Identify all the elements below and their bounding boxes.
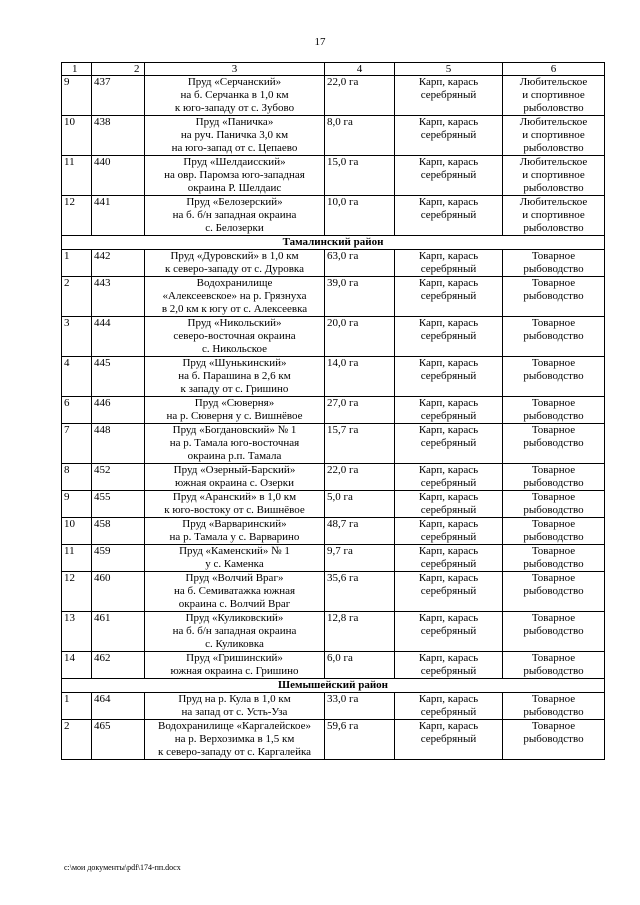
- cell-line: к западу от с. Гришино: [180, 383, 289, 395]
- cell-line: у с. Каменка: [205, 558, 264, 570]
- usage-type-cell: [503, 397, 605, 424]
- cell-line: Карп, карась: [418, 612, 479, 624]
- cell-line: рыбоводство: [523, 330, 584, 342]
- row-id-cell: 440: [92, 156, 145, 196]
- cell-line: на р. Сюверня у с. Вишнёвое: [166, 410, 303, 422]
- cell-line: Товарное: [531, 572, 576, 584]
- usage-type-cell: [503, 196, 605, 236]
- cell-line: рыбоводство: [523, 410, 584, 422]
- cell-line: серебряный: [420, 504, 477, 516]
- header-cell: 1: [62, 63, 92, 76]
- area-cell: 15,0 га: [325, 156, 395, 196]
- cell-line: Пруд «Куликовский»: [185, 612, 284, 624]
- cell-line: Водохранилище: [196, 277, 273, 289]
- cell-line: на запад от с. Усть-Уза: [181, 706, 288, 718]
- usage-type-cell: [503, 572, 605, 612]
- table-row: [62, 652, 605, 679]
- water-body-name-cell: [145, 277, 325, 317]
- usage-type-cell: [503, 612, 605, 652]
- cell-line: на юго-запад от с. Цепаево: [171, 142, 298, 154]
- fish-species-cell: [395, 76, 503, 116]
- cell-line: с. Никольское: [201, 343, 268, 355]
- usage-type-cell: [503, 652, 605, 679]
- cell-line: на р. Тамала юго-восточная: [169, 437, 300, 449]
- cell-line: северо-восточная окраина: [173, 330, 296, 342]
- cell-line: южная окраина с. Гришино: [170, 665, 299, 677]
- header-cell: 3: [145, 63, 325, 76]
- row-number-cell: 7: [62, 424, 92, 464]
- row-id-cell: 464: [92, 693, 145, 720]
- water-body-name-cell: [145, 464, 325, 491]
- cell-line: серебряный: [420, 531, 477, 543]
- cell-line: Товарное: [531, 693, 576, 705]
- water-body-name-cell: [145, 693, 325, 720]
- water-bodies-table: [61, 62, 605, 760]
- cell-line: Пруд «Варваринский»: [182, 518, 287, 530]
- cell-line: Пруд «Гришинский»: [186, 652, 283, 664]
- fish-species-cell: [395, 518, 503, 545]
- fish-species-cell: [395, 572, 503, 612]
- table-row: [62, 424, 605, 464]
- row-id-cell: 458: [92, 518, 145, 545]
- area-cell: 22,0 га: [325, 464, 395, 491]
- row-number-cell: 3: [62, 317, 92, 357]
- area-cell: 59,6 га: [325, 720, 395, 760]
- cell-line: окраина Р. Шелдаис: [187, 182, 282, 194]
- cell-line: Пруд «Каменский» № 1: [179, 545, 290, 557]
- row-number-cell: 10: [62, 116, 92, 156]
- cell-line: серебряный: [420, 410, 477, 422]
- water-body-name-cell: [145, 317, 325, 357]
- cell-line: Пруд «Аранский» в 1,0 км: [172, 491, 297, 503]
- cell-line: Любительское: [519, 196, 588, 208]
- cell-line: Товарное: [531, 612, 576, 624]
- table-row: [62, 491, 605, 518]
- header-cell: 6: [503, 63, 605, 76]
- cell-line: Пруд «Паничка»: [195, 116, 274, 128]
- cell-line: Пруд «Шунькинский»: [182, 357, 287, 369]
- district-heading: Тамалинский район: [62, 236, 605, 250]
- cell-line: серебряный: [420, 706, 477, 718]
- fish-species-cell: [395, 491, 503, 518]
- row-id-cell: 437: [92, 76, 145, 116]
- district-heading: Шемышейский район: [62, 679, 605, 693]
- table-row: [62, 545, 605, 572]
- cell-line: на б. Серчанка в 1,0 км: [180, 89, 289, 101]
- cell-line: Карп, карась: [418, 156, 479, 168]
- district-row: [62, 236, 605, 250]
- area-cell: 5,0 га: [325, 491, 395, 518]
- cell-line: Пруд «Шелдаисский»: [183, 156, 286, 168]
- cell-line: на б. Семиватажка южная: [173, 585, 296, 597]
- cell-line: Пруд на р. Кула в 1,0 км: [178, 693, 291, 705]
- table-row: [62, 612, 605, 652]
- area-cell: 35,6 га: [325, 572, 395, 612]
- fish-species-cell: [395, 464, 503, 491]
- cell-line: Пруд «Белозерский»: [186, 196, 283, 208]
- cell-line: Водохранилище «Каргалейское»: [158, 720, 311, 732]
- area-cell: 63,0 га: [325, 250, 395, 277]
- cell-line: Пруд «Серчанский»: [187, 76, 282, 88]
- row-id-cell: 442: [92, 250, 145, 277]
- row-number-cell: 10: [62, 518, 92, 545]
- row-id-cell: 445: [92, 357, 145, 397]
- water-body-name-cell: [145, 545, 325, 572]
- cell-line: окраина с. Волчий Враг: [178, 598, 291, 610]
- cell-line: серебряный: [420, 370, 477, 382]
- row-id-cell: 443: [92, 277, 145, 317]
- cell-line: серебряный: [420, 89, 477, 101]
- cell-line: Карп, карась: [418, 250, 479, 262]
- row-id-cell: 438: [92, 116, 145, 156]
- file-path-footer: c:\мои документы\pdf\174-пп.docx: [64, 863, 181, 872]
- cell-line: Карп, карась: [418, 652, 479, 664]
- cell-line: Товарное: [531, 464, 576, 476]
- area-cell: 9,7 га: [325, 545, 395, 572]
- cell-line: Любительское: [519, 156, 588, 168]
- header-cell: 5: [395, 63, 503, 76]
- cell-line: рыбоводство: [523, 625, 584, 637]
- cell-line: Товарное: [531, 357, 576, 369]
- page-number: 17: [314, 36, 326, 48]
- water-body-name-cell: [145, 250, 325, 277]
- usage-type-cell: [503, 277, 605, 317]
- table-row: [62, 464, 605, 491]
- table-row: [62, 518, 605, 545]
- usage-type-cell: [503, 545, 605, 572]
- usage-type-cell: [503, 464, 605, 491]
- row-id-cell: 441: [92, 196, 145, 236]
- usage-type-cell: [503, 250, 605, 277]
- area-cell: 6,0 га: [325, 652, 395, 679]
- cell-line: Любительское: [519, 116, 588, 128]
- usage-type-cell: [503, 317, 605, 357]
- cell-line: Пруд «Никольский»: [187, 317, 282, 329]
- table-row: [62, 357, 605, 397]
- cell-line: «Алексеевское» на р. Грязнуха: [162, 290, 307, 302]
- cell-line: рыбоводство: [523, 585, 584, 597]
- row-number-cell: 9: [62, 491, 92, 518]
- cell-line: серебряный: [420, 209, 477, 221]
- cell-line: Карп, карась: [418, 720, 479, 732]
- cell-line: Пруд «Богдановский» № 1: [172, 424, 297, 436]
- area-cell: 22,0 га: [325, 76, 395, 116]
- row-id-cell: 465: [92, 720, 145, 760]
- cell-line: Карп, карась: [418, 116, 479, 128]
- header-cell: 4: [325, 63, 395, 76]
- table-header-row: [62, 63, 605, 76]
- cell-line: Карп, карась: [418, 357, 479, 369]
- cell-line: рыболовство: [523, 142, 584, 154]
- table-row: [62, 397, 605, 424]
- cell-line: рыбоводство: [523, 290, 584, 302]
- cell-line: Пруд «Волчий Враг»: [185, 572, 284, 584]
- cell-line: Карп, карась: [418, 693, 479, 705]
- cell-line: и спортивное: [522, 129, 585, 141]
- cell-line: Карп, карась: [418, 545, 479, 557]
- fish-species-cell: [395, 720, 503, 760]
- area-cell: 12,8 га: [325, 612, 395, 652]
- fish-species-cell: [395, 397, 503, 424]
- cell-line: Карп, карась: [418, 518, 479, 530]
- cell-line: рыбоводство: [523, 263, 584, 275]
- cell-line: серебряный: [420, 290, 477, 302]
- cell-line: Товарное: [531, 518, 576, 530]
- cell-line: Карп, карась: [418, 572, 479, 584]
- table-row: [62, 317, 605, 357]
- cell-line: окраина р.п. Тамала: [187, 450, 282, 462]
- row-id-cell: 461: [92, 612, 145, 652]
- cell-line: Карп, карась: [418, 277, 479, 289]
- row-number-cell: 12: [62, 572, 92, 612]
- row-id-cell: 444: [92, 317, 145, 357]
- fish-species-cell: [395, 196, 503, 236]
- fish-species-cell: [395, 357, 503, 397]
- row-number-cell: 8: [62, 464, 92, 491]
- row-number-cell: 11: [62, 545, 92, 572]
- cell-line: к северо-западу от с. Каргалейка: [157, 746, 312, 758]
- fish-species-cell: [395, 250, 503, 277]
- fish-species-cell: [395, 693, 503, 720]
- area-cell: 15,7 га: [325, 424, 395, 464]
- cell-line: Товарное: [531, 317, 576, 329]
- cell-line: серебряный: [420, 477, 477, 489]
- cell-line: Товарное: [531, 491, 576, 503]
- cell-line: рыбоводство: [523, 504, 584, 516]
- area-cell: 20,0 га: [325, 317, 395, 357]
- cell-line: рыболовство: [523, 102, 584, 114]
- fish-species-cell: [395, 277, 503, 317]
- row-number-cell: 1: [62, 693, 92, 720]
- area-cell: 33,0 га: [325, 693, 395, 720]
- fish-species-cell: [395, 545, 503, 572]
- row-number-cell: 14: [62, 652, 92, 679]
- cell-line: рыбоводство: [523, 370, 584, 382]
- area-cell: 39,0 га: [325, 277, 395, 317]
- cell-line: Любительское: [519, 76, 588, 88]
- cell-line: рыбоводство: [523, 665, 584, 677]
- row-id-cell: 462: [92, 652, 145, 679]
- cell-line: Товарное: [531, 397, 576, 409]
- row-number-cell: 1: [62, 250, 92, 277]
- area-cell: 14,0 га: [325, 357, 395, 397]
- cell-line: на б. б/н западная окраина: [172, 625, 297, 637]
- header-cell: 2: [92, 63, 145, 76]
- usage-type-cell: [503, 357, 605, 397]
- cell-line: Пруд «Дуровский» в 1,0 км: [170, 250, 299, 262]
- cell-line: рыболовство: [523, 182, 584, 194]
- cell-line: серебряный: [420, 625, 477, 637]
- water-body-name-cell: [145, 397, 325, 424]
- fish-species-cell: [395, 612, 503, 652]
- row-number-cell: 6: [62, 397, 92, 424]
- cell-line: серебряный: [420, 437, 477, 449]
- cell-line: серебряный: [420, 169, 477, 181]
- water-body-name-cell: [145, 720, 325, 760]
- cell-line: серебряный: [420, 263, 477, 275]
- cell-line: и спортивное: [522, 209, 585, 221]
- cell-line: Карп, карась: [418, 397, 479, 409]
- cell-line: серебряный: [420, 585, 477, 597]
- row-number-cell: 2: [62, 720, 92, 760]
- fish-species-cell: [395, 424, 503, 464]
- table-row: [62, 277, 605, 317]
- cell-line: рыбоводство: [523, 437, 584, 449]
- cell-line: рыбоводство: [523, 531, 584, 543]
- row-number-cell: 13: [62, 612, 92, 652]
- water-body-name-cell: [145, 156, 325, 196]
- usage-type-cell: [503, 76, 605, 116]
- row-number-cell: 4: [62, 357, 92, 397]
- usage-type-cell: [503, 693, 605, 720]
- row-number-cell: 11: [62, 156, 92, 196]
- district-row: [62, 679, 605, 693]
- water-body-name-cell: [145, 612, 325, 652]
- table-row: [62, 156, 605, 196]
- row-id-cell: 452: [92, 464, 145, 491]
- cell-line: Пруд «Сюверня»: [194, 397, 275, 409]
- row-id-cell: 460: [92, 572, 145, 612]
- cell-line: и спортивное: [522, 89, 585, 101]
- water-body-name-cell: [145, 196, 325, 236]
- cell-line: к северо-западу от с. Дуровка: [165, 263, 304, 275]
- area-cell: 27,0 га: [325, 397, 395, 424]
- area-cell: 8,0 га: [325, 116, 395, 156]
- area-cell: 48,7 га: [325, 518, 395, 545]
- cell-line: к юго-востоку от с. Вишнёвое: [164, 504, 305, 516]
- water-body-name-cell: [145, 491, 325, 518]
- cell-line: серебряный: [420, 330, 477, 342]
- water-body-name-cell: [145, 652, 325, 679]
- table-row: [62, 720, 605, 760]
- cell-line: на р. Тамала у с. Варварино: [169, 531, 300, 543]
- table-row: [62, 196, 605, 236]
- cell-line: в 2,0 км к югу от с. Алексеевка: [161, 303, 308, 315]
- cell-line: Карп, карась: [418, 76, 479, 88]
- cell-line: Карп, карась: [418, 491, 479, 503]
- cell-line: Товарное: [531, 545, 576, 557]
- row-number-cell: 2: [62, 277, 92, 317]
- table-row: [62, 116, 605, 156]
- cell-line: рыбоводство: [523, 477, 584, 489]
- cell-line: серебряный: [420, 733, 477, 745]
- cell-line: с. Белозерки: [205, 222, 264, 234]
- cell-line: на руч. Паничка 3,0 км: [180, 129, 289, 141]
- water-body-name-cell: [145, 572, 325, 612]
- cell-line: на р. Верхозимка в 1,5 км: [174, 733, 295, 745]
- cell-line: рыбоводство: [523, 558, 584, 570]
- cell-line: к юго-западу от с. Зубово: [174, 102, 295, 114]
- cell-line: на овр. Паромза юго-западная: [164, 169, 305, 181]
- cell-line: Пруд «Озерный-Барский»: [173, 464, 296, 476]
- water-body-name-cell: [145, 116, 325, 156]
- cell-line: с. Куликовка: [205, 638, 264, 650]
- water-body-name-cell: [145, 76, 325, 116]
- cell-line: серебряный: [420, 129, 477, 141]
- usage-type-cell: [503, 720, 605, 760]
- usage-type-cell: [503, 518, 605, 545]
- cell-line: Товарное: [531, 652, 576, 664]
- cell-line: серебряный: [420, 558, 477, 570]
- cell-line: рыбоводство: [523, 706, 584, 718]
- usage-type-cell: [503, 491, 605, 518]
- cell-line: и спортивное: [522, 169, 585, 181]
- cell-line: Карп, карась: [418, 424, 479, 436]
- fish-species-cell: [395, 116, 503, 156]
- fish-species-cell: [395, 652, 503, 679]
- cell-line: на б. Парашина в 2,6 км: [178, 370, 291, 382]
- table-row: [62, 76, 605, 116]
- row-number-cell: 12: [62, 196, 92, 236]
- cell-line: южная окраина с. Озерки: [174, 477, 295, 489]
- area-cell: 10,0 га: [325, 196, 395, 236]
- row-id-cell: 455: [92, 491, 145, 518]
- usage-type-cell: [503, 156, 605, 196]
- usage-type-cell: [503, 116, 605, 156]
- row-id-cell: 448: [92, 424, 145, 464]
- cell-line: на б. б/н западная окраина: [172, 209, 297, 221]
- cell-line: Товарное: [531, 720, 576, 732]
- cell-line: Карп, карась: [418, 464, 479, 476]
- water-body-name-cell: [145, 424, 325, 464]
- row-id-cell: 446: [92, 397, 145, 424]
- fish-species-cell: [395, 156, 503, 196]
- cell-line: рыболовство: [523, 222, 584, 234]
- table-row: [62, 572, 605, 612]
- cell-line: Товарное: [531, 424, 576, 436]
- cell-line: Карп, карась: [418, 196, 479, 208]
- table-row: [62, 250, 605, 277]
- cell-line: рыбоводство: [523, 733, 584, 745]
- water-body-name-cell: [145, 518, 325, 545]
- cell-line: Карп, карась: [418, 317, 479, 329]
- fish-species-cell: [395, 317, 503, 357]
- cell-line: Товарное: [531, 277, 576, 289]
- usage-type-cell: [503, 424, 605, 464]
- cell-line: серебряный: [420, 665, 477, 677]
- water-body-name-cell: [145, 357, 325, 397]
- cell-line: Товарное: [531, 250, 576, 262]
- row-number-cell: 9: [62, 76, 92, 116]
- table-row: [62, 693, 605, 720]
- row-id-cell: 459: [92, 545, 145, 572]
